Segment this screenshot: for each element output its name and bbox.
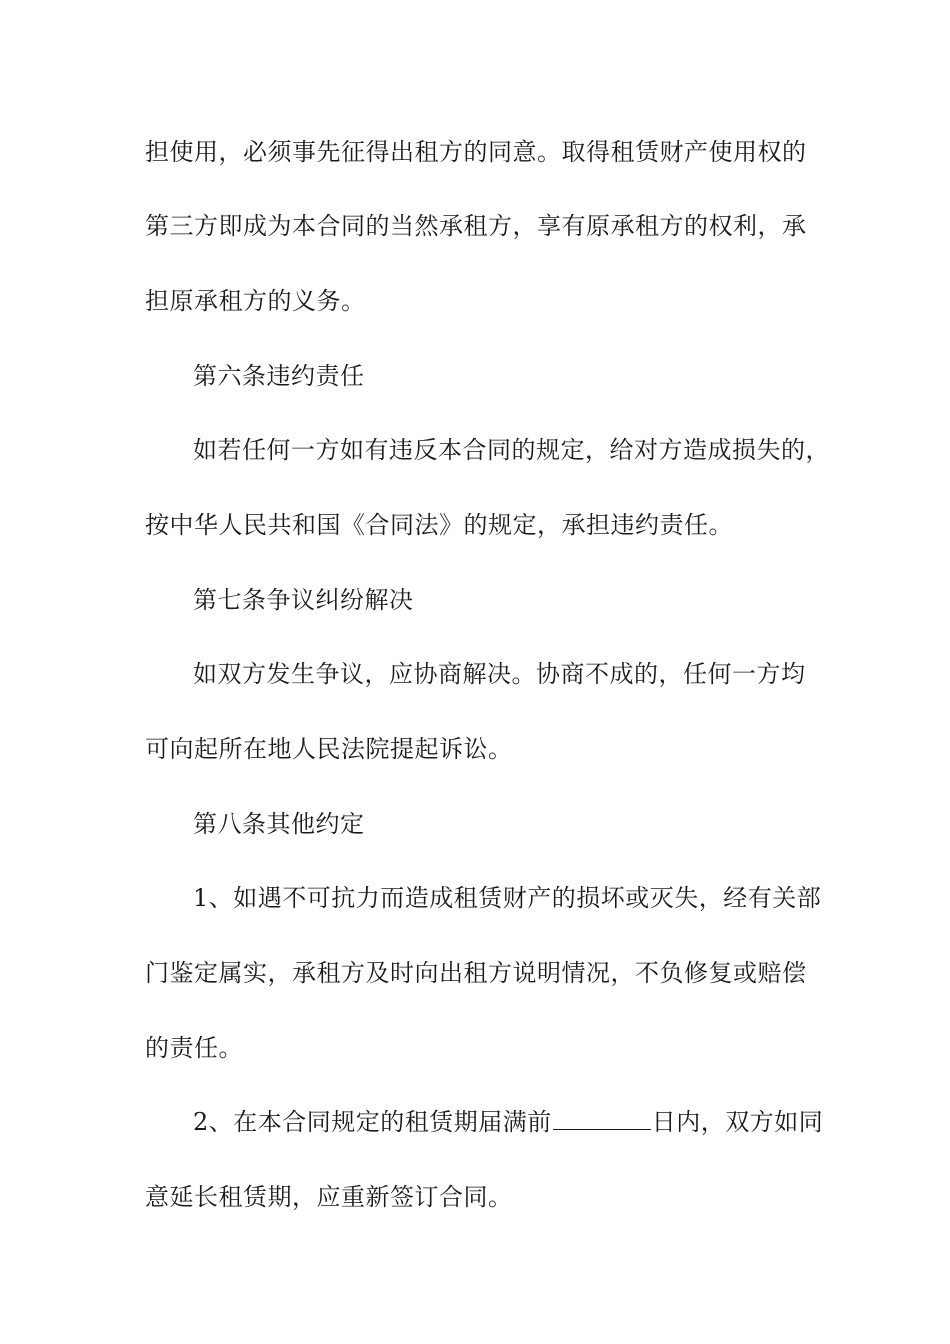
section-heading-6: 第六条违约责任 [193,362,365,390]
clause-2-line [193,1107,873,1137]
paragraph-line: 担原承租方的义务。 [145,287,366,315]
fill-in-blank[interactable] [553,1107,651,1130]
clause-1-line: 的责任。 [145,1034,243,1062]
section-heading-8: 第八条其他约定 [193,810,365,838]
paragraph-line: 第三方即成为本合同的当然承租方，享有原承租方的权利，承 [145,212,807,240]
paragraph-line: 按中华人民共和国《合同法》的规定，承担违约责任。 [145,511,733,539]
clause-2-text-after: 日内，双方如同 [651,1108,824,1136]
clause-1-line: 1、如遇不可抗力而造成租赁财产的损坏或灭失，经有关部 [193,884,822,912]
clause-1-line: 门鉴定属实，承租方及时向出租方说明情况，不负修复或赔偿 [145,959,807,987]
clause-2-text-before: 2、在本合同规定的租赁期届满前 [193,1108,552,1136]
paragraph-line: 如若任何一方如有违反本合同的规定，给对方造成损失的， [193,436,830,464]
paragraph-line: 担使用，必须事先征得出租方的同意。取得租赁财产使用权的 [145,138,807,166]
section-heading-7: 第七条争议纠纷解决 [193,586,414,614]
clause-2-line: 意延长租赁期，应重新签订合同。 [145,1183,513,1211]
paragraph-line: 如双方发生争议，应协商解决。协商不成的，任何一方均 [193,660,806,688]
paragraph-line: 可向起所在地人民法院提起诉讼。 [145,735,513,763]
